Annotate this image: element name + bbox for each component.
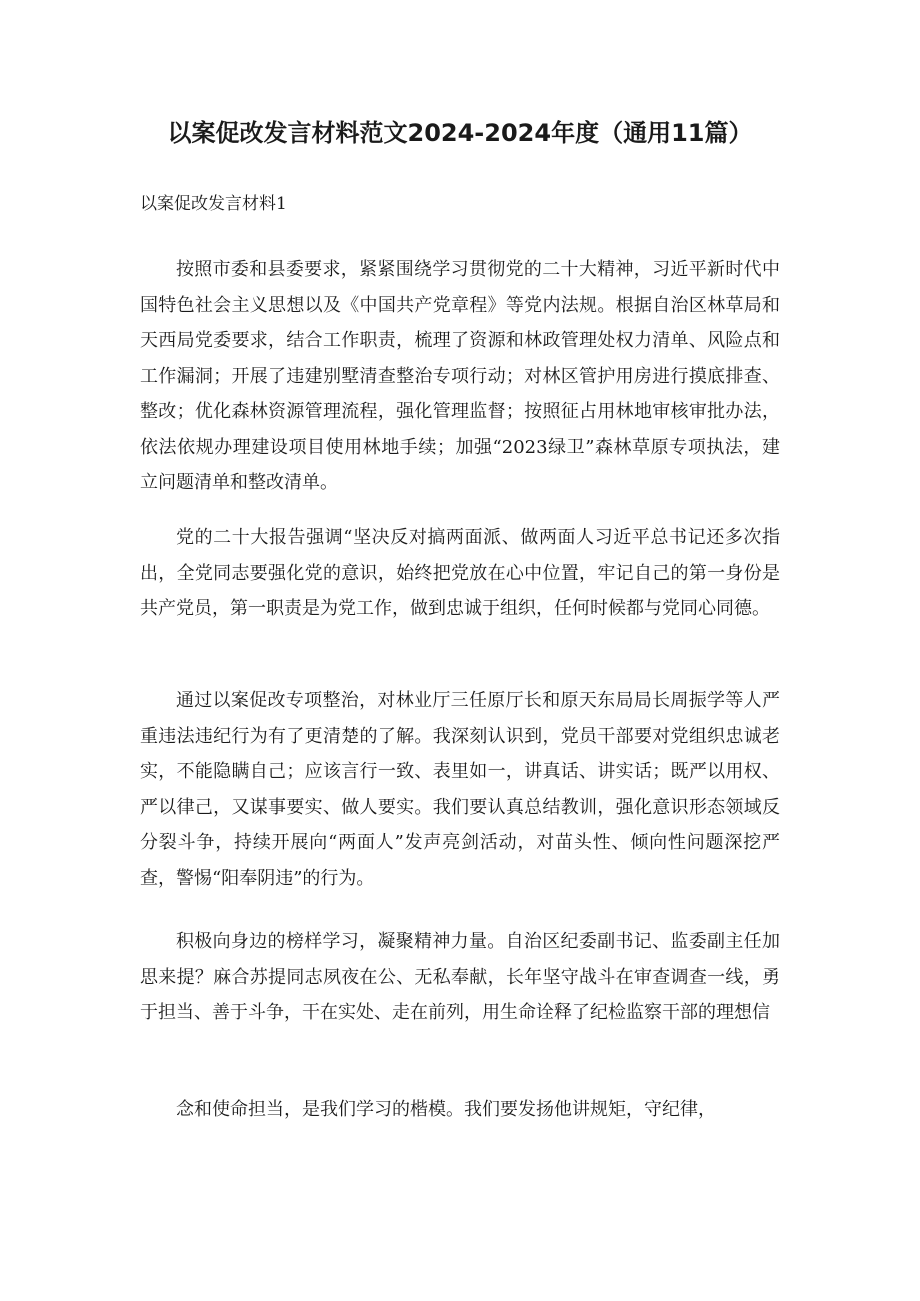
paragraph-4: 积极向身边的榜样学习，凝聚精神力量。自治区纪委副书记、监委副主任加思来提？麻合苏提同志夙夜在公、无私奉献，长年坚守战斗在审查调查一线，勇于担当、善于斗争，干在实处、走在前列，用生命诠释了纪检监察干部的理想信 [140, 931, 780, 1023]
paragraph-5: 念和使命担当，是我们学习的楷模。我们要发扬他讲规矩，守纪律， [176, 1099, 716, 1120]
document-title: 以案促改发言材料范文2024-2024年度（通用11篇） [167, 119, 753, 147]
paragraph-3: 通过以案促改专项整治，对林业厅三任原厅长和原天东局局长周振学等人严重违法违纪行为有了更清楚的了解。我深刻认识到，党员干部要对党组织忠诚老实，不能隐瞒自己；应该言行一致、表里如一，讲真话、讲实话；既严以用权、严以律己，又谋事要实、做人要实。我们要认真总结教训，强化意识形态领域反分裂斗争，持续开展向“两面人”发声亮剑活动，对苗头性、倾向性问题深挖严查，警惕“阳奉阴违”的行为。 [140, 690, 780, 889]
paragraph-1: 按照市委和县委要求，紧紧围绕学习贯彻党的二十大精神，习近平新时代中国特色社会主义思想以及《中国共产党章程》等党内法规。根据自治区林草局和天西局党委要求，结合工作职责，梳理了资源和林政管理处权力清单、风险点和工作漏洞；开展了违建别墅清查整治专项行动；对林区管护用房进行摸底排查、整改；优化森林资源管理流程，强化管理监督；按照征占用林地审核审批办法，依法依规办理建设项目使用林地手续；加强“2023绿卫”森林草原专项执法，建立问题清单和整改清单。 [140, 259, 780, 493]
paragraph-2: 党的二十大报告强调“坚决反对搞两面派、做两面人习近平总书记还多次指出，全党同志要强化党的意识，始终把党放在心中位置，牢记自己的第一身份是共产党员，第一职责是为党工作，做到忠诚于组织，任何时候都与党同心同德。 [140, 527, 780, 619]
section-heading: 以案促改发言材料1 [140, 194, 287, 214]
